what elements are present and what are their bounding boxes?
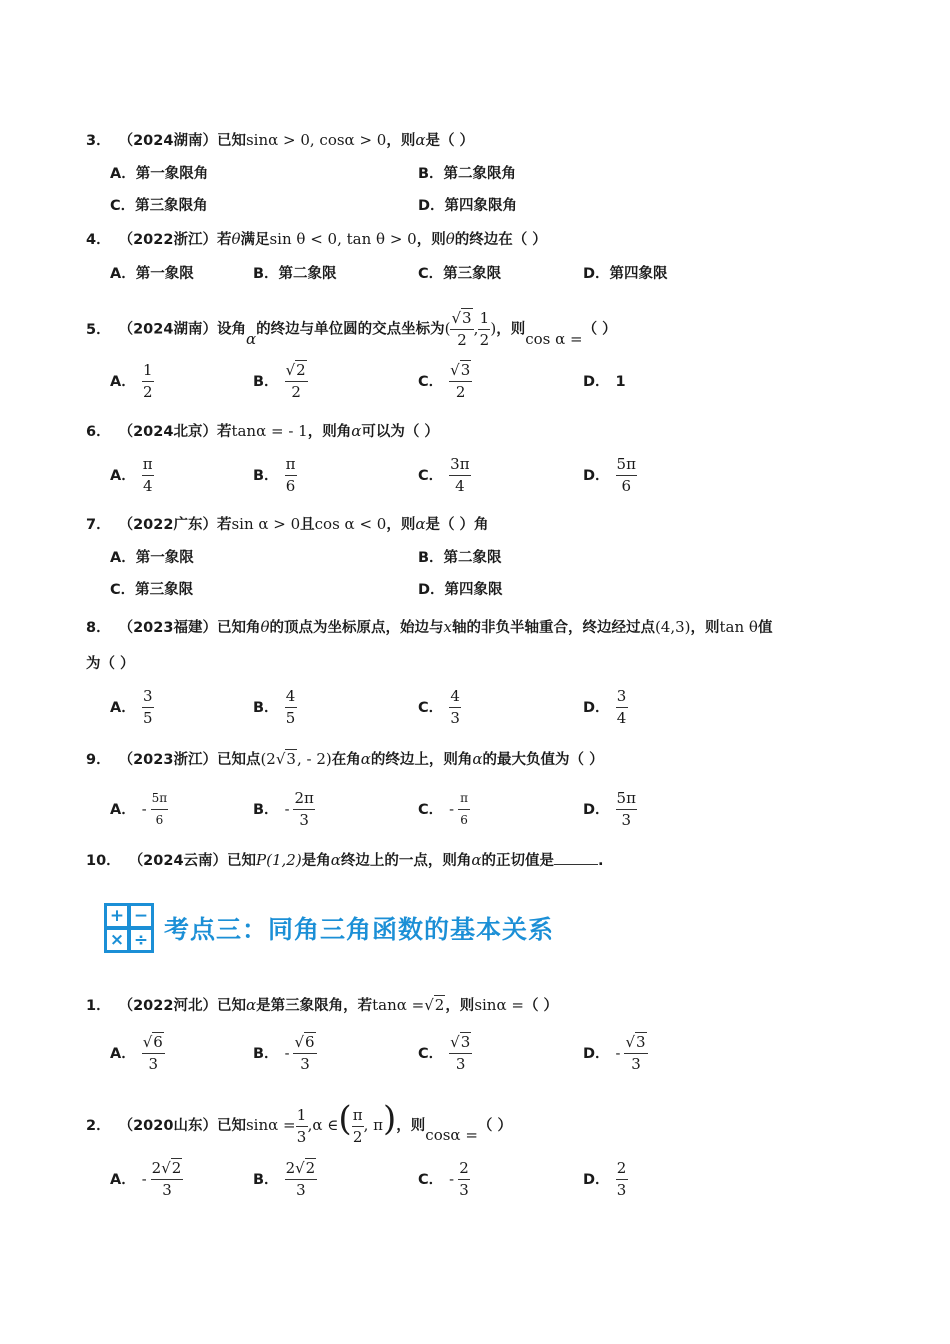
math-point: (4,3)	[654, 618, 691, 636]
question-text: 值	[757, 620, 773, 636]
option-d	[583, 372, 626, 392]
option-a: A．第一象限角	[110, 166, 209, 182]
option-d: D． - $\frac{√3}{3}$	[583, 1033, 646, 1073]
question-text: .	[597, 853, 604, 869]
question-source: （2024湖南）已知	[118, 133, 246, 149]
option-c: C．第三象限	[110, 582, 194, 598]
option-c: C． $\frac{√3}{3}$	[418, 1033, 471, 1073]
plus-icon: +	[107, 906, 127, 926]
option-d	[583, 456, 637, 495]
math-condition: ,α ∈	[307, 1116, 339, 1134]
numerator: 5π	[616, 456, 637, 476]
denominator: 6	[621, 477, 632, 495]
option-d	[583, 790, 637, 829]
option-letter: C．	[418, 373, 444, 390]
numerator: 1	[142, 362, 154, 382]
question-number: 7．	[86, 517, 111, 533]
option-a: A． - $\frac{2√2}{3}$	[110, 1159, 182, 1199]
option-letter: B．	[253, 1045, 279, 1062]
math-comma: ,	[473, 319, 479, 338]
option-d	[583, 688, 628, 727]
denominator: 3	[450, 709, 460, 727]
option-c: C． $\frac{√3}{2}$	[418, 361, 471, 401]
option-a	[110, 456, 154, 495]
radicand: 2	[305, 1159, 316, 1177]
question-text: 是第三象限角，若	[256, 998, 373, 1014]
math-variable: θ	[260, 618, 270, 636]
option-letter: A．	[110, 373, 136, 390]
question-text: 是（ ）	[425, 133, 475, 149]
minus-sign: -	[141, 801, 147, 818]
option-text: 1	[615, 374, 626, 390]
option-b: B．第二象限	[253, 266, 337, 282]
minus-sign: -	[141, 1171, 147, 1188]
question-9: 9． （2023浙江）已知点(2√3, - 2)在角α的终边上，则角α的最大负值为（ ）	[86, 750, 604, 768]
option-b	[253, 456, 297, 495]
radicand: 2	[171, 1159, 182, 1177]
option-letter: D．	[583, 801, 610, 818]
denominator: 3	[621, 811, 632, 829]
option-b: B． $\frac{√2}{2}$	[253, 361, 306, 401]
numerator: π	[285, 456, 297, 476]
question-text: 是（ ）角	[425, 517, 489, 533]
question-text: 是角	[301, 853, 331, 869]
question-number: 5．	[86, 321, 111, 338]
option-letter: A．	[110, 801, 136, 818]
denominator: 3	[148, 1055, 159, 1073]
section-title: 考点三：同角三角函数的基本关系	[164, 915, 555, 944]
denominator: 2	[291, 383, 301, 401]
math-variable: α	[415, 131, 426, 149]
question-text: ，则	[416, 232, 446, 248]
question-b2	[86, 1097, 512, 1148]
answer-blank[interactable]	[554, 850, 598, 865]
question-6	[86, 421, 439, 442]
question-number: 9．	[86, 752, 111, 768]
coefficient: 2	[285, 1159, 296, 1177]
math-variable: α	[472, 750, 483, 768]
question-b1: 1． （2022河北）已知α是第三象限角，若tanα =√2，则sinα =（ ）	[86, 996, 558, 1014]
right-paren: )	[383, 1099, 397, 1139]
numerator: 3π	[449, 456, 470, 476]
option-a: A．第一象限	[110, 550, 194, 566]
question-7	[86, 514, 489, 535]
radicand: 6	[305, 1033, 315, 1051]
option-c: C．第三象限角	[110, 198, 208, 214]
option-letter: C．	[418, 1171, 444, 1188]
question-text: ，则角	[307, 424, 352, 440]
math-point: , - 2)	[296, 750, 332, 768]
option-letter: D．	[583, 1045, 610, 1062]
denominator: 4	[142, 477, 153, 495]
numerator: π	[458, 790, 470, 810]
math-variable: α	[245, 329, 257, 348]
question-3	[86, 130, 474, 151]
option-b: B． $\frac{2√2}{3}$	[253, 1159, 316, 1199]
option-b	[253, 790, 315, 829]
question-text: ，则	[496, 321, 526, 338]
math-variable: θ	[445, 230, 455, 248]
math-point: P(1,2)	[256, 851, 302, 869]
option-d: D．第四象限	[583, 266, 668, 282]
option-letter: A．	[110, 1171, 136, 1188]
section-heading	[104, 903, 554, 953]
option-letter: D．	[583, 1171, 610, 1188]
radicand: 3	[460, 361, 471, 379]
question-10	[86, 850, 604, 871]
option-a	[110, 790, 168, 829]
radicand: 2	[434, 996, 445, 1014]
option-a: A． $\frac{√6}{3}$	[110, 1033, 163, 1073]
denominator: 2	[479, 331, 490, 349]
option-letter: C．	[418, 801, 444, 818]
numerator: π	[352, 1107, 364, 1127]
minus-icon: −	[131, 906, 151, 926]
question-number: 1．	[86, 998, 111, 1014]
multiply-icon: ×	[107, 930, 127, 950]
left-paren: (	[338, 1099, 352, 1139]
numerator: 1	[296, 1107, 308, 1127]
question-source: （2024湖南）设角	[118, 321, 246, 338]
option-letter: C．	[418, 1045, 444, 1062]
question-source: （2023福建）已知角	[118, 620, 261, 636]
question-8	[86, 617, 772, 638]
denominator: 3	[300, 1055, 310, 1073]
math-point: (2	[260, 750, 276, 768]
question-source: （2024云南）已知	[128, 853, 257, 869]
option-letter: B．	[253, 373, 279, 390]
option-b: B．第二象限	[418, 550, 502, 566]
minus-sign: -	[615, 1045, 621, 1062]
question-text: 终边上的一点，则角	[340, 853, 472, 869]
numerator: 2π	[293, 790, 314, 810]
minus-sign: -	[449, 1171, 455, 1188]
question-text: 轴的非负半轴重合，终边经过点	[451, 620, 655, 636]
question-text: 为（ ）	[86, 656, 135, 672]
option-letter: B．	[253, 699, 279, 716]
question-text: 的正切值是	[481, 853, 554, 869]
denominator: 4	[616, 709, 627, 727]
question-text: 的终边在（ ）	[454, 232, 547, 248]
math-expression: cos α =	[525, 329, 583, 348]
numerator: 1	[478, 310, 490, 330]
option-c	[418, 688, 461, 727]
question-text: ，则	[445, 998, 475, 1014]
radicand: 2	[296, 361, 306, 379]
divide-icon: ÷	[131, 930, 151, 950]
option-c	[418, 790, 470, 829]
question-number: 10．	[86, 853, 121, 869]
minus-sign: -	[284, 801, 290, 818]
question-text: 在角	[331, 752, 361, 768]
question-source: （2024北京）若	[118, 424, 232, 440]
denominator: 6	[460, 813, 468, 827]
option-a	[110, 362, 154, 401]
math-variable: x	[443, 618, 452, 636]
math-expression: tan θ	[719, 618, 758, 636]
option-letter: D．	[583, 699, 610, 716]
denominator: 3	[631, 1055, 641, 1073]
option-letter: C．	[418, 699, 444, 716]
question-text: （ ）	[477, 1118, 512, 1134]
option-letter: C．	[418, 467, 444, 484]
math-condition: tanα = - 1	[231, 422, 308, 440]
option-letter: D．	[583, 374, 610, 390]
numerator: 2	[616, 1160, 628, 1180]
question-text: 满足	[240, 232, 270, 248]
denominator: 4	[455, 477, 465, 495]
denominator: 2	[457, 331, 467, 349]
option-d	[583, 1160, 628, 1199]
question-8-line2	[86, 654, 135, 674]
denominator: 3	[296, 1181, 306, 1199]
option-letter: A．	[110, 699, 136, 716]
math-condition: sin θ < 0, tan θ > 0	[269, 230, 417, 248]
option-c	[418, 1160, 470, 1199]
denominator: 5	[285, 709, 296, 727]
question-4	[86, 229, 547, 250]
math-condition: cos α < 0	[314, 515, 387, 533]
fraction	[478, 310, 490, 349]
denominator: 2	[455, 383, 466, 401]
question-source: （2022广东）若	[118, 517, 232, 533]
math-paren: )	[490, 319, 497, 338]
minus-sign: -	[449, 801, 455, 818]
denominator: 3	[299, 811, 309, 829]
question-text: 的终边与单位圆的交点坐标为	[256, 321, 445, 338]
question-number: 3．	[86, 133, 111, 149]
denominator: 5	[142, 709, 153, 727]
option-b	[253, 688, 297, 727]
fraction: $\frac{√3}{2}$	[451, 309, 472, 349]
math-variable: α	[330, 851, 341, 869]
coefficient: 2	[151, 1159, 162, 1177]
question-number: 8．	[86, 620, 111, 636]
math-variable: α	[245, 996, 257, 1014]
question-text: ，则	[386, 133, 416, 149]
numerator: 5π	[616, 790, 637, 810]
question-source: （2020山东）已知	[118, 1118, 246, 1134]
denominator: 6	[155, 813, 164, 827]
option-letter: B．	[253, 1171, 279, 1188]
denominator: 3	[616, 1181, 627, 1199]
option-letter: A．	[110, 467, 136, 484]
radicand: 3	[286, 750, 296, 768]
question-text: 的终边上，则角	[370, 752, 473, 768]
denominator: 2	[142, 383, 153, 401]
question-source: （2023浙江）已知点	[118, 752, 261, 768]
numerator: 2	[458, 1160, 470, 1180]
question-text: 的最大负值为（ ）	[482, 752, 604, 768]
math-variable: α	[471, 851, 482, 869]
math-variable: θ	[231, 230, 241, 248]
option-letter: B．	[253, 467, 279, 484]
question-text: 且	[300, 517, 315, 533]
option-letter: A．	[110, 1045, 136, 1062]
math-expression: sinα =	[474, 996, 524, 1014]
question-text: （ ）	[582, 321, 617, 338]
denominator: 3	[455, 1055, 466, 1073]
radicand: 3	[636, 1033, 646, 1051]
radicand: 3	[462, 309, 472, 327]
question-text: 可以为（ ）	[361, 424, 439, 440]
numerator: π	[142, 456, 154, 476]
denominator: 3	[296, 1127, 307, 1146]
option-c	[418, 456, 471, 495]
math-condition: tanα =	[372, 996, 425, 1014]
question-source: （2022河北）已知	[118, 998, 246, 1014]
numerator: 5π	[151, 790, 169, 810]
option-letter: D．	[583, 467, 610, 484]
question-text: ，则	[396, 1118, 426, 1134]
numerator: 3	[616, 688, 628, 708]
math-condition: sinα =	[245, 1116, 296, 1134]
option-b: B．第二象限角	[418, 166, 517, 182]
question-text: （ ）	[523, 998, 558, 1014]
math-condition: sin α > 0	[231, 515, 301, 533]
numerator: 4	[285, 688, 297, 708]
denominator: 3	[459, 1181, 469, 1199]
denominator: 6	[285, 477, 296, 495]
option-d: D．第四象限	[418, 582, 503, 598]
option-a: A．第一象限	[110, 266, 194, 282]
math-variable: α	[351, 422, 362, 440]
radicand: 3	[460, 1033, 471, 1051]
question-number: 4．	[86, 232, 111, 248]
math-variable: α	[415, 515, 426, 533]
minus-sign: -	[284, 1045, 290, 1062]
math-expression: cosα =	[425, 1126, 478, 1144]
question-number: 2．	[86, 1118, 111, 1134]
math-condition: sinα > 0, cosα > 0	[245, 131, 387, 149]
option-d: D．第四象限角	[418, 198, 518, 214]
option-b: B． - $\frac{√6}{3}$	[253, 1033, 315, 1073]
numerator: 3	[142, 688, 154, 708]
calculator-icon	[104, 903, 154, 953]
question-number: 6．	[86, 424, 111, 440]
math-condition: , π	[363, 1116, 384, 1134]
option-c: C．第三象限	[418, 266, 502, 282]
denominator: 2	[352, 1127, 363, 1146]
numerator: 4	[449, 688, 461, 708]
question-text: ，则	[690, 620, 720, 636]
radicand: 6	[153, 1033, 163, 1051]
math-variable: α	[360, 750, 371, 768]
question-5	[86, 310, 617, 349]
denominator: 3	[162, 1181, 172, 1199]
question-text: ，则	[386, 517, 416, 533]
question-text: 的顶点为坐标原点，始边与	[269, 620, 444, 636]
math-paren: (	[444, 319, 451, 338]
question-source: （2022浙江）若	[118, 232, 232, 248]
option-letter: B．	[253, 801, 279, 818]
option-a	[110, 688, 154, 727]
